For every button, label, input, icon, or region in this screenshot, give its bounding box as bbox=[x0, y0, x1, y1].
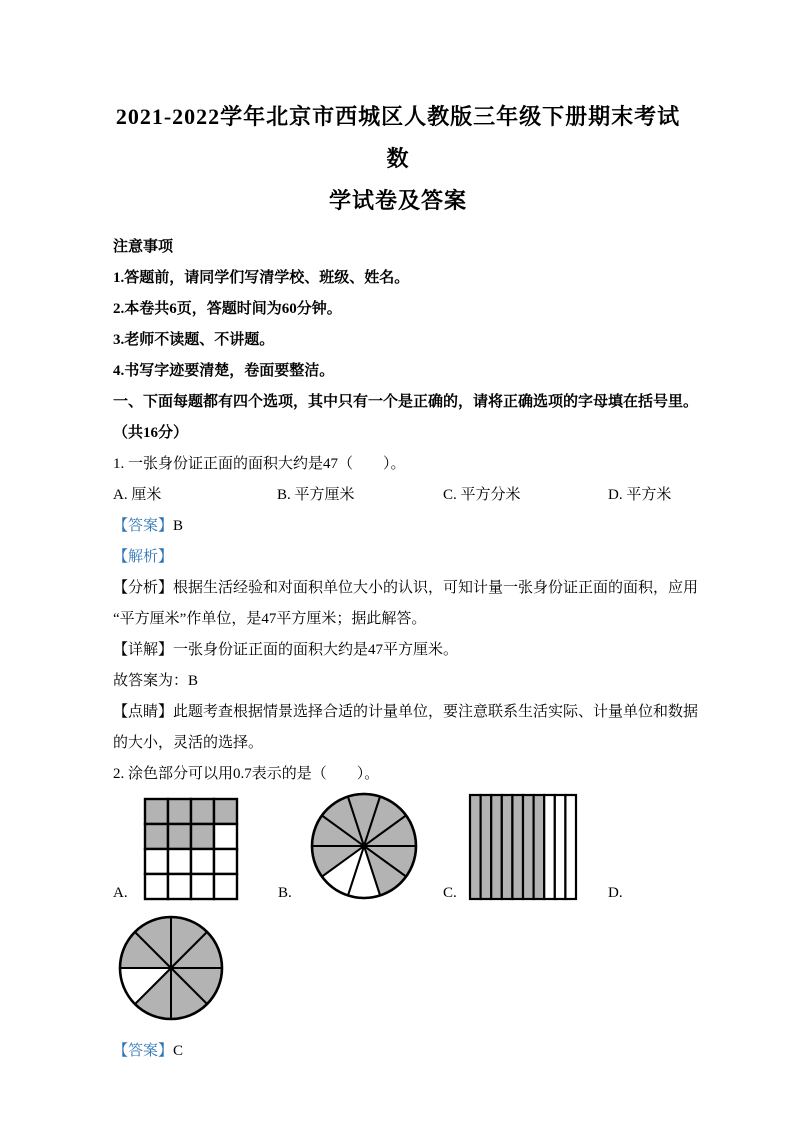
q2-figure-label-d: D. bbox=[608, 885, 623, 901]
q1-jiexi-line bbox=[113, 542, 683, 573]
q1-answer-value: B bbox=[173, 518, 184, 534]
notice-item-3: 3.老师不读题、不讲题。 bbox=[113, 332, 275, 348]
q1-option-a: A. 厘米 bbox=[113, 487, 162, 503]
q1-stem: 1. 一张身份证正面的面积大约是47（ ）。 bbox=[113, 456, 406, 472]
q1-option-d: D. 平方米 bbox=[608, 487, 672, 503]
document-title bbox=[113, 96, 683, 222]
document-title-line2: 学试卷及答案 bbox=[328, 188, 467, 213]
q1-note-line2: 的大小，灵活的选择。 bbox=[113, 735, 264, 751]
q2-figure-c-stripes bbox=[468, 793, 578, 906]
q1-answer-line bbox=[113, 511, 683, 542]
q1-options-row bbox=[113, 480, 683, 511]
notice-heading: 注意事项 bbox=[113, 239, 174, 255]
document-title-line1: 2021-2022学年北京市西城区人教版三年级下册期末考试数 bbox=[115, 104, 681, 171]
q2-figure-b-pie bbox=[310, 792, 418, 905]
q1-option-b: B. 平方厘米 bbox=[277, 487, 355, 503]
notice-item-2: 2.本卷共6页，答题时间为60分钟。 bbox=[113, 301, 342, 317]
q2-figure-label-a: A. bbox=[113, 885, 128, 901]
q1-jiexi-tag: 【解析】 bbox=[113, 549, 174, 565]
q2-figure-label-b: B. bbox=[278, 885, 292, 901]
notice-item-4: 4.书写字迹要清楚，卷面要整洁。 bbox=[113, 363, 335, 379]
q2-figure-a-grid bbox=[143, 797, 239, 906]
q1-detail: 【详解】一张身份证正面的面积大约是47平方厘米。 bbox=[113, 642, 459, 658]
q2-answer-tag: 【答案】 bbox=[113, 1043, 174, 1059]
q1-note-line1: 【点睛】此题考查根据情景选择合适的计量单位，要注意联系生活实际、计量单位和数据 bbox=[113, 704, 699, 720]
q2-stem: 2. 涂色部分可以用0.7表示的是（ ）。 bbox=[113, 766, 380, 782]
q1-answer-tag: 【答案】 bbox=[113, 518, 174, 534]
q2-figure-label-c: C. bbox=[443, 885, 457, 901]
q2-answer-value: C bbox=[173, 1043, 184, 1059]
notice-item-1: 1.答题前，请同学们写清学校、班级、姓名。 bbox=[113, 270, 410, 286]
q1-conclusion: 故答案为：B bbox=[113, 673, 199, 689]
q1-option-c: C. 平方分米 bbox=[443, 487, 521, 503]
q2-figure-d-pie bbox=[118, 915, 224, 1026]
section-heading: 一、下面每题都有四个选项，其中只有一个是正确的，请将正确选项的字母填在括号里。 bbox=[113, 394, 699, 410]
q2-answer-line bbox=[113, 1036, 683, 1067]
section-score-note: （共16分） bbox=[113, 425, 189, 441]
q2-figure-d-row bbox=[113, 915, 683, 1021]
q1-analysis-line2: “平方厘米”作单位，是47平方厘米；据此解答。 bbox=[113, 611, 427, 627]
q2-figures-row bbox=[113, 792, 683, 904]
q1-analysis-line1: 【分析】根据生活经验和对面积单位大小的认识，可知计量一张身份证正面的面积，应用 bbox=[113, 580, 699, 596]
